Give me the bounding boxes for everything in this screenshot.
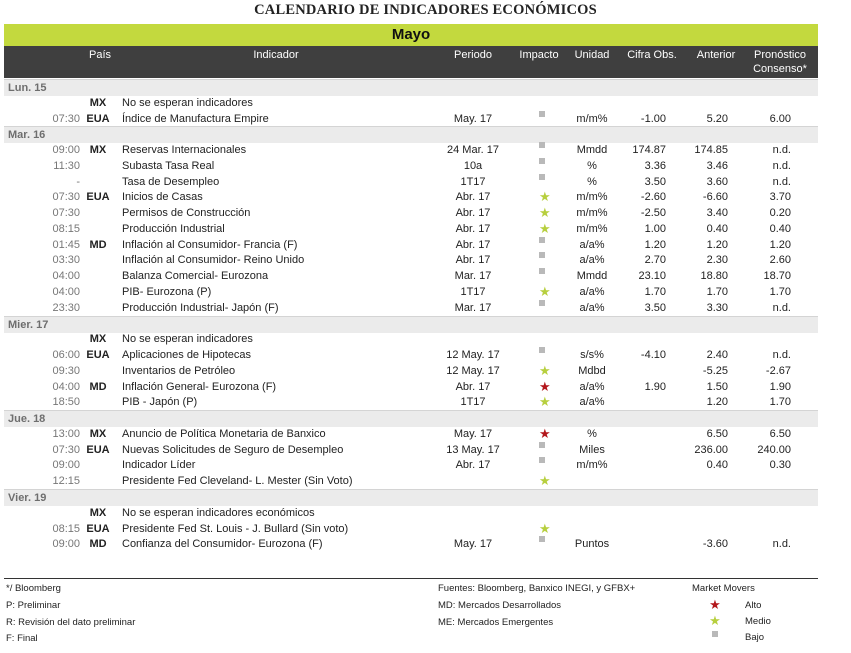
cell-unit: a/a%: [579, 380, 605, 393]
cell-period: 1T17: [460, 286, 486, 298]
cell-unit: Mdbd: [578, 364, 606, 377]
cell-forecast: 240.00: [757, 443, 791, 456]
cell-period: Abr. 17: [455, 254, 491, 267]
cell-indicator: Inicios de Casas: [122, 191, 203, 204]
cell-previous: 0.40: [706, 222, 728, 235]
cell-indicator: Balanza Comercial- Eurozona: [122, 270, 269, 283]
impact-medium-star-icon: ★: [539, 205, 551, 221]
day-row: [4, 79, 818, 96]
cell-forecast: 1.90: [769, 380, 791, 393]
cell-time: 07:30: [52, 112, 80, 125]
legend-title: Market Movers: [692, 583, 755, 594]
cell-country: EUA: [86, 443, 110, 456]
table-row: [4, 158, 818, 174]
cell-period: Abr. 17: [455, 380, 491, 393]
cell-country: MX: [89, 427, 107, 440]
footer-divider: [4, 578, 818, 579]
cell-actual: 3.50: [644, 301, 666, 314]
cell-previous: 236.00: [694, 443, 728, 456]
cell-forecast: 6.00: [769, 112, 791, 125]
cell-time: 09:00: [52, 538, 80, 551]
cell-time: 03:30: [52, 254, 80, 267]
cell-country: MD: [89, 380, 107, 393]
cell-period: 12 May. 17: [446, 349, 500, 362]
table-row: [4, 473, 818, 489]
cell-period: 10a: [463, 159, 483, 172]
cell-unit: m/m%: [576, 191, 608, 204]
cell-period: 12 May. 17: [446, 364, 500, 377]
legend-label: Bajo: [745, 632, 765, 643]
impact-medium-star-icon: ★: [539, 189, 551, 205]
col-indicador: Indicador: [253, 49, 299, 61]
cell-actual: -1.00: [640, 112, 666, 125]
impact-high-star-icon: ★: [539, 425, 551, 441]
cell-time: 18:50: [52, 396, 80, 409]
impact-medium-star-icon: ★: [539, 362, 551, 378]
cell-indicator: Producción Industrial: [122, 222, 225, 235]
legend-symbol: [712, 629, 718, 640]
cell-forecast: 2.60: [769, 254, 791, 267]
cell-indicator: Inflación General- Eurozona (F): [122, 380, 277, 393]
cell-actual: 3.50: [644, 175, 666, 188]
legend-label: Medio: [745, 616, 771, 627]
cell-actual: 174.87: [632, 144, 666, 157]
impact-low-icon: [539, 142, 545, 148]
cell-indicator: Presidente Fed Cleveland- L. Mester (Sin Voto): [122, 475, 353, 488]
cell-unit: m/m%: [576, 459, 608, 472]
cell-previous: 3.40: [706, 207, 728, 220]
cell-unit: a/a%: [579, 301, 605, 314]
table-row: [4, 363, 818, 379]
cell-actual: 1.00: [644, 222, 666, 235]
col-pronostico: Pronóstico: [754, 49, 806, 61]
cell-unit: %: [587, 175, 597, 188]
legend-symbol: [709, 613, 721, 629]
impact-high-star-icon: ★: [539, 378, 551, 394]
cell-unit: a/a%: [579, 396, 605, 409]
table-row: [4, 536, 818, 552]
cell-forecast: 0.40: [769, 222, 791, 235]
cell-forecast: 3.70: [769, 191, 791, 204]
cell-indicator: PIB - Japón (P): [122, 396, 198, 409]
cell-forecast: 1.20: [769, 238, 791, 251]
cell-unit: a/a%: [579, 254, 605, 267]
note-bloomberg: */ Bloomberg: [6, 583, 61, 594]
cell-unit: s/s%: [580, 349, 604, 362]
cell-unit: %: [587, 427, 597, 440]
table-row: [4, 442, 818, 458]
cell-time: 11:30: [53, 159, 80, 172]
cell-actual: -2.60: [640, 191, 666, 204]
col-periodo: Periodo: [454, 49, 492, 61]
note-final: F: Final: [6, 633, 38, 644]
col-pais: País: [88, 49, 112, 61]
cell-country: EUA: [86, 522, 110, 535]
cell-unit: Miles: [579, 443, 605, 456]
table-row: [4, 221, 818, 237]
impact-medium-star-icon: ★: [539, 284, 551, 299]
legend-symbol: [709, 597, 721, 613]
cell-country: MD: [89, 238, 107, 251]
cell-time: 01:45: [52, 238, 80, 251]
cell-indicator: Inflación al Consumidor- Reino Unido: [122, 254, 305, 267]
cell-previous: 0.40: [706, 459, 728, 472]
cell-forecast: n.d.: [772, 538, 791, 551]
cell-period: 24 Mar. 17: [447, 144, 499, 157]
cell-country: EUA: [86, 112, 110, 125]
cell-indicator: No se esperan indicadores: [122, 333, 253, 346]
cell-previous: 3.30: [706, 301, 728, 314]
impact-low-icon: [539, 252, 545, 258]
cell-period: 1T17: [460, 175, 486, 188]
cell-indicator: Inflación al Consumidor- Francia (F): [122, 238, 298, 251]
cell-period: Abr. 17: [455, 238, 491, 251]
cell-unit: Mmdd: [576, 144, 608, 157]
cell-actual: 2.70: [644, 254, 666, 267]
cell-forecast: 1.70: [769, 396, 791, 409]
cell-actual: 1.90: [644, 380, 666, 393]
cell-forecast: 0.30: [769, 459, 791, 472]
cell-time: 07:30: [52, 207, 80, 220]
cell-actual: 23.10: [638, 270, 666, 283]
impact-medium-star-icon: ★: [539, 220, 551, 236]
cell-time: 09:00: [52, 144, 80, 157]
impact-low-icon: [539, 457, 545, 463]
cell-indicator: PIB- Eurozona (P): [122, 286, 212, 298]
table-row: [4, 347, 818, 363]
cell-indicator: Nuevas Solicitudes de Seguro de Desempleo: [122, 443, 344, 456]
day-label: Jue. 18: [8, 413, 46, 426]
impact-low-icon: [539, 300, 545, 306]
table-row: [4, 331, 818, 347]
day-row: [4, 126, 818, 143]
cell-forecast: n.d.: [772, 159, 791, 172]
cell-time: 04:00: [52, 380, 80, 393]
cell-country: MX: [89, 144, 107, 157]
cell-previous: 5.20: [706, 112, 728, 125]
cell-indicator: No se esperan indicadores: [122, 96, 253, 109]
note-preliminar: P: Preliminar: [6, 600, 61, 611]
md-note: MD: Mercados Desarrollados: [438, 600, 562, 611]
day-row: [4, 316, 818, 333]
me-note: ME: Mercados Emergentes: [438, 617, 554, 628]
cell-time: 13:00: [52, 427, 80, 440]
table-row: [4, 189, 818, 205]
day-label: Vier. 19: [8, 492, 47, 505]
cell-period: 13 May. 17: [446, 443, 500, 456]
cell-forecast: 18.70: [763, 270, 791, 283]
impact-low-icon: [539, 536, 545, 542]
col-anterior: Anterior: [696, 49, 736, 61]
table-row: [4, 300, 818, 316]
cell-unit: m/m%: [576, 207, 608, 220]
cell-previous: 1.20: [706, 238, 728, 251]
cell-previous: -6.60: [702, 191, 728, 204]
cell-previous: 2.30: [706, 254, 728, 267]
cell-indicator: Reservas Internacionales: [122, 144, 247, 157]
cell-previous: 6.50: [706, 427, 728, 440]
cell-forecast: 1.70: [769, 286, 791, 298]
cell-time: 12:15: [52, 475, 80, 488]
cell-country: EUA: [86, 349, 110, 362]
cell-indicator: Inventarios de Petróleo: [122, 364, 236, 377]
cell-previous: -3.60: [702, 538, 728, 551]
cell-unit: m/m%: [576, 222, 608, 235]
cell-time: 23:30: [52, 301, 80, 314]
cell-time: 09:00: [52, 459, 80, 472]
impact-low-icon: [539, 158, 545, 164]
cell-time: 04:00: [52, 270, 80, 283]
table-row: [4, 268, 818, 284]
cell-forecast: -2.67: [765, 364, 791, 377]
cell-time: 07:30: [52, 443, 80, 456]
impact-low-icon: [539, 347, 545, 353]
cell-actual: -2.50: [640, 207, 666, 220]
cell-previous: 2.40: [706, 349, 728, 362]
cell-forecast: 0.20: [769, 207, 791, 220]
cell-time: 06:00: [52, 349, 80, 362]
table-row: [4, 111, 818, 127]
col-consenso: Consenso*: [753, 63, 807, 75]
cell-previous: 18.80: [700, 270, 728, 283]
cell-unit: m/m%: [576, 112, 608, 125]
cell-previous: -5.25: [702, 364, 728, 377]
table-row: [4, 237, 818, 253]
day-label: Lun. 15: [8, 82, 47, 94]
cell-forecast: n.d.: [772, 175, 791, 188]
cell-indicator: Confianza del Consumidor- Eurozona (F): [122, 538, 323, 551]
table-row: [4, 205, 818, 221]
impact-medium-star-icon: ★: [539, 394, 551, 410]
cell-previous: 1.20: [706, 396, 728, 409]
cell-time: 07:30: [52, 191, 80, 204]
table-row: [4, 379, 818, 395]
impact-medium-star-icon: ★: [539, 520, 551, 536]
cell-period: Abr. 17: [455, 207, 491, 220]
cell-country: MX: [89, 96, 107, 109]
table-header: [4, 46, 818, 78]
page-title: CALENDARIO DE INDICADORES ECONÓMICOS: [254, 2, 597, 18]
cell-indicator: Producción Industrial- Japón (F): [122, 301, 279, 314]
impact-high-star-icon: ★: [709, 597, 721, 612]
cell-unit: Puntos: [574, 538, 610, 551]
cell-period: 1T17: [460, 396, 486, 409]
cell-time: 08:15: [52, 522, 80, 535]
cell-time: 08:15: [52, 222, 80, 235]
cell-previous: 3.60: [706, 175, 728, 188]
table-row: [4, 505, 818, 521]
cell-period: May. 17: [453, 538, 493, 551]
cell-unit: %: [587, 159, 597, 172]
table-row: [4, 457, 818, 473]
cell-period: Mar. 17: [454, 270, 492, 283]
impact-medium-star-icon: ★: [709, 613, 721, 628]
impact-low-icon: [539, 442, 545, 448]
day-label: Mar. 16: [8, 129, 46, 142]
cell-forecast: n.d.: [772, 144, 791, 157]
cell-indicator: Presidente Fed St. Louis - J. Bullard (Sin voto): [122, 522, 349, 535]
table-row: [4, 174, 818, 190]
day-row: [4, 410, 818, 427]
cell-period: Abr. 17: [455, 459, 491, 472]
cell-period: Abr. 17: [455, 222, 491, 235]
cell-time: 04:00: [52, 286, 80, 298]
impact-low-icon: [539, 268, 545, 274]
cell-indicator: Indicador Líder: [122, 459, 196, 472]
impact-low-icon: [539, 237, 545, 243]
cell-country: MX: [89, 506, 107, 519]
cell-indicator: Anuncio de Política Monetaria de Banxico: [122, 427, 326, 440]
cell-country: MX: [89, 333, 107, 346]
table-row: [4, 521, 818, 537]
cell-period: May. 17: [453, 112, 493, 125]
impact-low-icon: [539, 174, 545, 180]
cell-period: May. 17: [453, 427, 493, 440]
cell-indicator: No se esperan indicadores económicos: [122, 506, 315, 519]
legend-label: Alto: [745, 600, 762, 611]
cell-actual: 1.20: [644, 238, 666, 251]
cell-forecast: 6.50: [769, 427, 791, 440]
col-cifra: Cifra Obs.: [627, 49, 677, 61]
cell-forecast: n.d.: [772, 349, 791, 362]
cell-period: Mar. 17: [454, 301, 492, 314]
cell-unit: a/a%: [579, 286, 605, 298]
cell-period: Abr. 17: [455, 191, 491, 204]
note-revision: R: Revisión del dato preliminar: [6, 617, 136, 628]
cell-indicator: Permisos de Construcción: [122, 207, 251, 220]
cell-previous: 174.85: [694, 144, 728, 157]
cell-indicator: Índice de Manufactura Empire: [122, 112, 269, 125]
cell-previous: 1.70: [706, 286, 728, 298]
col-impacto: Impacto: [519, 49, 559, 61]
table-row: [4, 252, 818, 268]
cell-unit: a/a%: [579, 238, 605, 251]
sources-text: Fuentes: Bloomberg, Banxico INEGI, y GFBX+: [438, 583, 636, 594]
cell-indicator: Subasta Tasa Real: [122, 159, 215, 172]
table-row: [4, 95, 818, 111]
table-row: [4, 426, 818, 442]
cell-time: -: [76, 175, 80, 188]
impact-low-icon: [539, 111, 545, 117]
table-row: [4, 142, 818, 158]
cell-indicator: Aplicaciones de Hipotecas: [122, 349, 252, 362]
cell-time: 09:30: [52, 364, 80, 377]
day-row: [4, 489, 818, 506]
col-unidad: Unidad: [574, 49, 610, 61]
impact-medium-star-icon: ★: [539, 473, 551, 489]
cell-forecast: n.d.: [772, 301, 791, 314]
cell-previous: 3.46: [706, 159, 728, 172]
cell-actual: 1.70: [644, 286, 666, 298]
month-banner: Mayo: [4, 24, 818, 46]
cell-actual: -4.10: [640, 349, 666, 362]
table-row: [4, 284, 818, 300]
cell-unit: Mmdd: [576, 270, 608, 283]
cell-country: MD: [89, 538, 107, 551]
cell-actual: 3.36: [644, 159, 666, 172]
day-label: Mier. 17: [8, 318, 49, 331]
cell-country: EUA: [86, 191, 110, 204]
cell-previous: 1.50: [706, 380, 728, 393]
cell-indicator: Tasa de Desempleo: [122, 175, 220, 188]
impact-low-icon: [712, 631, 718, 637]
table-row: [4, 394, 818, 410]
